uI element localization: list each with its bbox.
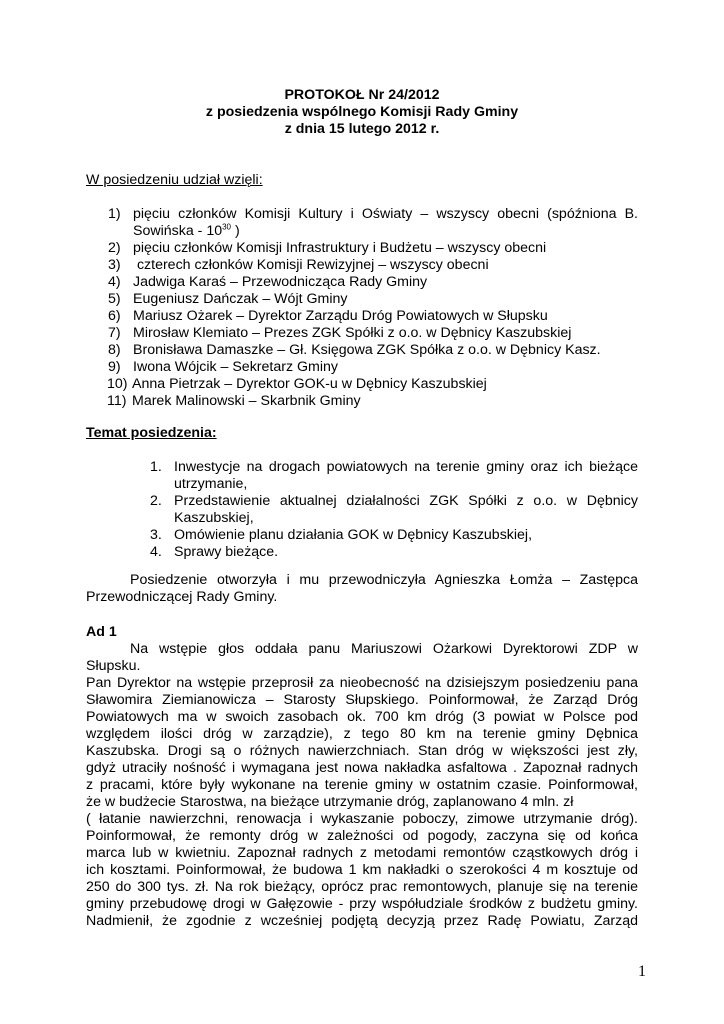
paragraph-line: gminy przebudowę drogi w Gałęzowie - przy współudziale środków z budżetu gminy. xyxy=(86,896,638,912)
paragraph-line: Nadmienił, że zgodnie z wcześniej podjętą decyzją przez Radę Powiatu, Zarząd xyxy=(86,913,638,929)
list-item xyxy=(108,308,638,325)
list-item xyxy=(108,359,638,376)
meeting-description: z posiedzenia wspólnego Komisji Rady Gminy xyxy=(205,104,519,120)
ad1-body xyxy=(86,675,638,930)
list-number: 2. xyxy=(150,493,162,509)
paragraph-line: Słupsku. xyxy=(86,658,141,674)
list-item xyxy=(150,493,638,527)
list-item xyxy=(108,240,638,257)
paragraph-line: ich kosztami. Poinformował, że budowa 1 km nakładki o szerokości 4 m kosztuje od xyxy=(86,862,638,878)
list-number: 3. xyxy=(150,527,162,543)
list-text: Sprawy bieżące. xyxy=(174,544,279,560)
paragraph-line: z pracami, które były wykonane na terenie gminy w ostatnim czasie. Poinformował, xyxy=(86,777,638,793)
page-number: 1 xyxy=(638,963,646,980)
list-item: 11) Marek Malinowski – Skarbnik Gminy xyxy=(108,393,638,410)
list-text: Marek Malinowski – Skarbnik Gminy xyxy=(132,393,361,409)
attendance-list xyxy=(108,206,638,410)
paragraph-line: Powiatowych ma w swoich zasobach ok. 700 km dróg (3 powiat w Polsce pod xyxy=(86,709,638,725)
list-text: pięciu członków Komisji Kultury i Oświaty – wszyscy obecni (spóźniona B. xyxy=(133,206,638,222)
list-item xyxy=(108,206,638,240)
opening-paragraph xyxy=(86,572,638,606)
paragraph-line: 250 do 300 tys. zł. Na rok bieżący, oprócz prac remontowych, planuje się na terenie xyxy=(86,879,638,895)
list-number: 2) xyxy=(108,240,121,256)
list-number: 6) xyxy=(108,308,121,324)
list-number: 5) xyxy=(108,291,121,307)
list-number: 3) xyxy=(108,257,121,273)
list-item xyxy=(108,257,638,274)
list-number: 1) xyxy=(108,206,121,222)
list-text: Anna Pietrzak – Dyrektor GOK-u w Dębnicy Kaszubskiej xyxy=(132,376,487,392)
paragraph-line: Pan Dyrektor na wstępie przeprosił za nieobecność na dzisiejszym posiedzeniu pana xyxy=(86,675,638,691)
list-text: Omówienie planu działania GOK w Dębnicy Kaszubskiej, xyxy=(174,527,533,543)
list-number: 9) xyxy=(108,359,121,375)
attendance-heading: W posiedzeniu udział wzięli: xyxy=(86,172,263,188)
ad1-heading: Ad 1 xyxy=(86,624,117,640)
list-text: Eugeniusz Dańczak – Wójt Gminy xyxy=(133,291,348,307)
list-text: Jadwiga Karaś – Przewodnicząca Rady Gminy xyxy=(133,274,428,290)
paragraph-line: Posiedzenie otworzyła i mu przewodniczyła Agnieszka Łomża – Zastępca xyxy=(130,572,638,588)
list-item xyxy=(108,291,638,308)
list-text: Przedstawienie aktualnej działalności ZGK Spółki z o.o. w Dębnicy Kaszubskiej, xyxy=(174,493,638,526)
list-number: 4) xyxy=(108,274,121,290)
paragraph-line: względem ilości dróg w zarządzie), z tego 80 km na terenie gminy Dębnica xyxy=(86,726,638,742)
meeting-date: z dnia 15 lutego 2012 r. xyxy=(284,121,440,137)
paragraph-line: Kaszubska. Drogi są o różnych nawierzchniach. Stan dróg w większości jest zły, xyxy=(86,743,638,759)
list-text: Sowińska - 10 xyxy=(133,223,223,239)
protocol-number: PROTOKOŁ Nr 24/2012 xyxy=(284,87,440,103)
paragraph-line: marca lub w kwietniu. Zapoznał radnych z metodami remontów cząstkowych dróg i xyxy=(86,845,638,861)
paragraph-line: Sławomira Ziemianowicza – Starosty Słupskiego. Poinformował, że Zarząd Dróg xyxy=(86,692,638,708)
list-text: pięciu członków Komisji Infrastruktury i Budżetu – wszyscy obecni xyxy=(133,240,547,256)
list-text: Bronisława Damaszke – Gł. Księgowa ZGK Spółka z o.o. w Dębnicy Kasz. xyxy=(133,342,601,358)
list-item xyxy=(108,274,638,291)
paragraph-line: Poinformował, że remonty dróg w zależności od pogody, zaczyna się od końca xyxy=(86,828,638,844)
list-text: Mirosław Klemiato – Prezes ZGK Spółki z o.o. w Dębnicy Kaszubskiej xyxy=(133,325,572,341)
list-number: 8) xyxy=(108,342,121,358)
list-item xyxy=(150,527,638,544)
ad1-intro xyxy=(86,641,638,675)
paragraph-line: Na wstępie głos oddała panu Mariuszowi Ożarkowi Dyrektorowi ZDP w xyxy=(130,641,638,657)
list-text: Inwestycje na drogach powiatowych na terenie gminy oraz ich bieżące utrzymanie, xyxy=(174,459,638,492)
paragraph-line: Przewodniczącej Rady Gminy. xyxy=(86,589,278,605)
list-item xyxy=(108,325,638,342)
list-item xyxy=(150,459,638,493)
list-number: 1. xyxy=(150,459,162,475)
list-item xyxy=(150,544,638,561)
list-item: 10) Anna Pietrzak – Dyrektor GOK-u w Dębnicy Kaszubskiej xyxy=(108,376,638,393)
list-text: czterech członków Komisji Rewizyjnej – wszyscy obecni xyxy=(133,257,489,273)
paragraph-line: gdyż utraciły nośność i wymagana jest nowa nakładka asfaltowa . Zapoznał radnych xyxy=(86,760,638,776)
list-number: 7) xyxy=(108,325,121,341)
paragraph-line: że w budżecie Starostwa, na bieżące utrzymanie dróg, zaplanowano 4 mln. zł xyxy=(86,794,574,810)
superscript: 30 xyxy=(222,222,232,232)
list-number: 4. xyxy=(150,544,162,560)
list-item xyxy=(108,342,638,359)
list-text: Iwona Wójcik – Sekretarz Gminy xyxy=(133,359,338,375)
list-text: ) xyxy=(231,223,240,239)
topics-list xyxy=(150,459,638,561)
topics-heading: Temat posiedzenia: xyxy=(86,425,217,441)
document-title xyxy=(86,87,638,138)
paragraph-line: ( łatanie nawierzchni, renowacja i wykaszanie poboczy, zimowe utrzymanie dróg). xyxy=(86,811,638,827)
list-text: Mariusz Ożarek – Dyrektor Zarządu Dróg Powiatowych w Słupsku xyxy=(133,308,548,324)
